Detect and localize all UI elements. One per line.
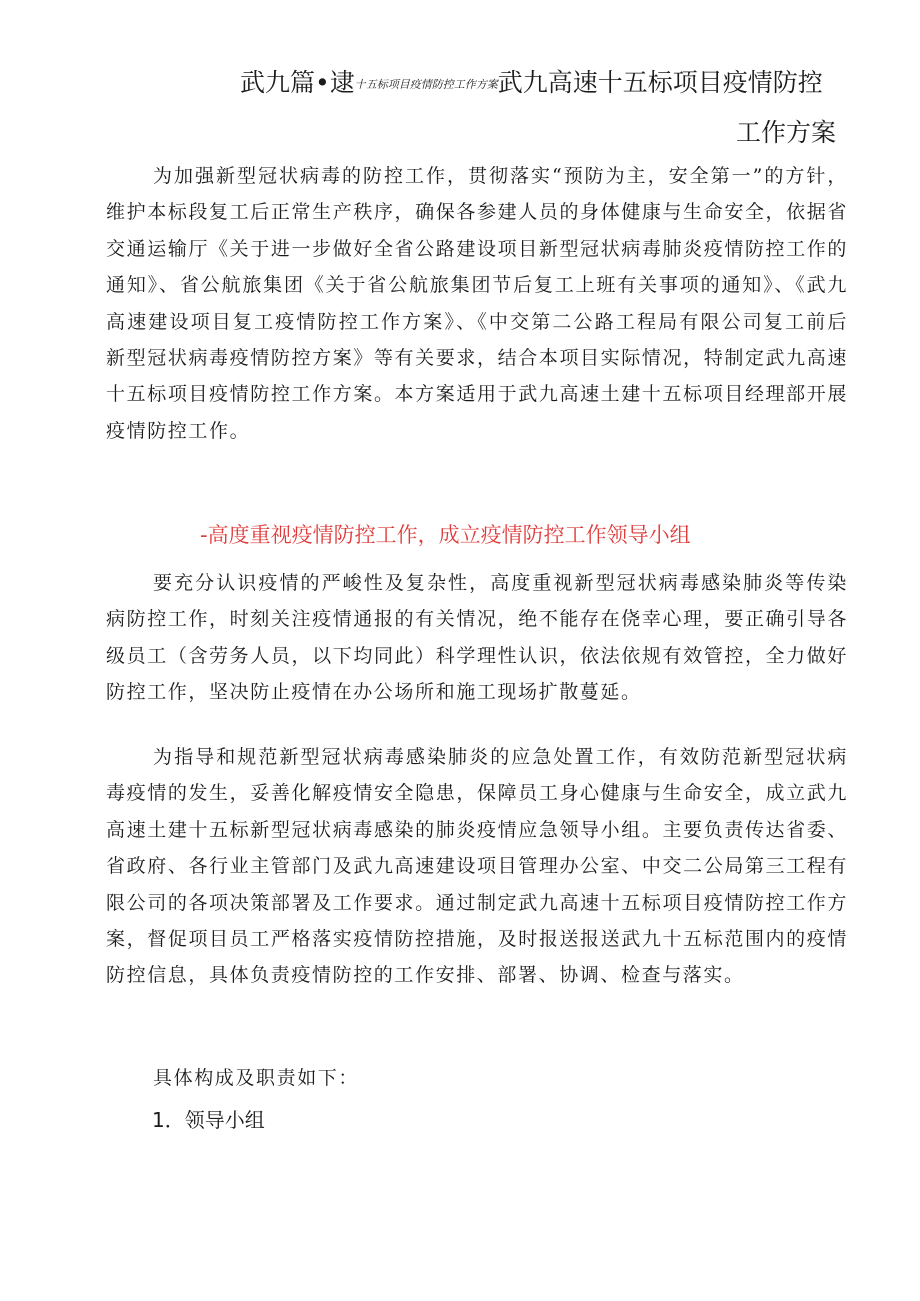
section1-paragraph-3: 具体构成及职责如下： [153, 1067, 360, 1089]
intro-paragraph: 为加强新型冠状病毒的防控工作，贯彻落实“预防为主，安全第一”的方针，维护本标段复工后正常生产秩序，确保各参建人员的身体健康与生命安全，依据省交通运输厅《关于进一步做好全省公路建设项目新型冠状病毒肺炎疫情防控工作的通知》、省公航旅集团《关于省公航旅集团节后复工上班有关事项的通知》、《武九高速建设项目复工疫情防控工作方案》、《中交第二公路工程局有限公司复工前后新型冠状病毒疫情防控方案》等有关要求，结合本项目实际情况，特制定武九高速十五标项目疫情防控工作方案。本方案适用于武九高速土建十五标项目经理部开展疫情防控工作。 [106, 165, 848, 442]
title-prefix: 武九篇•逮 [240, 68, 355, 97]
title-main: 武九高速十五标项目疫情防控 [497, 68, 823, 97]
sub-heading-leadership-group: 1．领导小组 [152, 1108, 265, 1132]
document-title [240, 66, 860, 102]
section1-paragraph-2: 为指导和规范新型冠状病毒感染肺炎的应急处置工作，有效防范新型冠状病毒疫情的发生，妥善化解疫情安全隐患，保障员工身心健康与生命安全，成立武九高速土建十五标新型冠状病毒感染的肺炎疫情应急领导小组。主要负责传达省委、省政府、各行业主管部门及武九高速建设项目管理办公室、中交二公局第三工程有限公司的各项决策部署及工作要求。通过制定武九高速十五标项目疫情防控工作方案，督促项目员工严格落实疫情防控措施，及时报送报送武九十五标范围内的疫情防控信息，具体负责疫情防控的工作安排、部署、协调、检查与落实。 [106, 746, 848, 987]
section-heading-1: -高度重视疫情防控工作，成立疫情防控工作领导小组 [200, 523, 691, 547]
document-title-line2: 工作方案 [735, 118, 836, 147]
section1-paragraph-1: 要充分认识疫情的严峻性及复杂性，高度重视新型冠状病毒感染肺炎等传染病防控工作，时刻关注疫情通报的有关情况，绝不能存在侥幸心理，要正确引导各级员工（含劳务人员，以下均同此）科学理性认识，依法依规有效管控，全力做好防控工作，坚决防止疫情在办公场所和施工现场扩散蔓延。 [106, 572, 848, 704]
title-small-overlay: 十五标项目疫情防控工作方案 [354, 78, 498, 91]
